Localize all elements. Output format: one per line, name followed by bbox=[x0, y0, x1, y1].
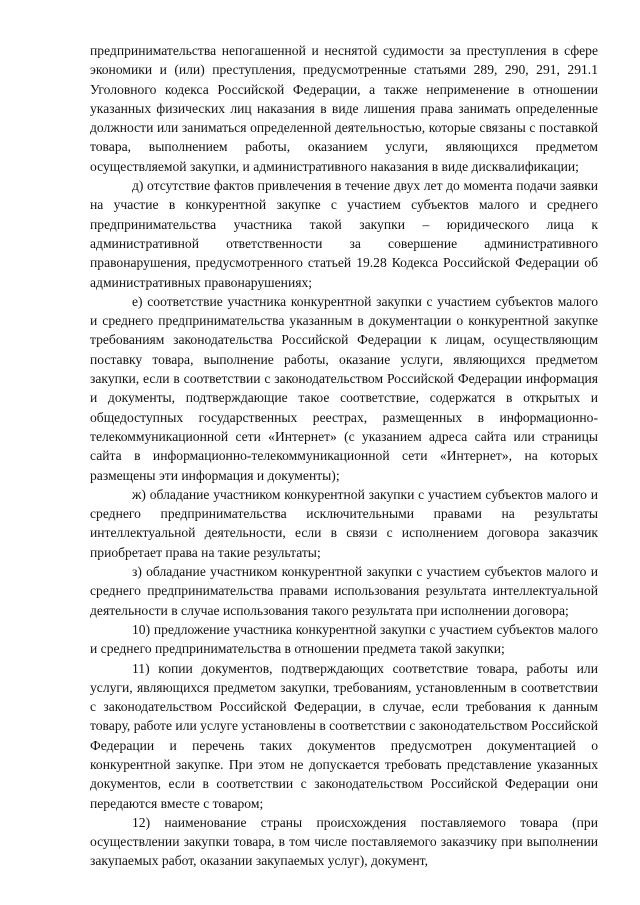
paragraph-item-d: д) отсутствие фактов привлечения в течение двух лет до момента подачи заявки на участие в конкурентной закупке с участием субъектов малого и среднего предпринимательства участника такой закупки – юридического лица к административной ответственности за совершение административного правонарушения, предусмотренного статьей 19.28 Кодекса Российской Федерации об административных правонарушениях; bbox=[90, 178, 598, 290]
paragraph-item-11: 11) копии документов, подтверждающих соответствие товара, работы или услуги, являющихся предметом закупки, требованиям, установленным в соответствии с законодательством Российской Федерации, в случае, если требования к данным товару, работе или услуге установлены в соответствии с законодательством Российской Федерации и перечень таких документов предусмотрен документацией о конкурентной закупке. При этом не допускается требовать представление указанных документов, если в соответствии с законодательством Российской Федерации они передаются вместе с товаром; bbox=[90, 660, 598, 811]
document-body bbox=[90, 41, 598, 871]
paragraph-item-zh: ж) обладание участником конкурентной закупки с участием субъектов малого и среднего предпринимательства исключительными правами на результаты интеллектуальной деятельности, если в связи с исполнением договора заказчик приобретает права на такие результаты; bbox=[90, 486, 598, 560]
paragraph-item-12: 12) наименование страны происхождения поставляемого товара (при осуществлении закупки товара, в том числе поставляемого заказчику при выполнении закупаемых работ, оказании закупаемых услуг), документ, bbox=[90, 814, 598, 869]
paragraph-continuation: предпринимательства непогашенной и неснятой судимости за преступления в сфере экономики и (или) преступления, предусмотренные статьями 289, 290, 291, 291.1 Уголовного кодекса Российской Федерации, а также неприменение в отношении указанных физических лиц наказания в виде лишения права занимать определенные должности или заниматься определенной деятельностью, которые связаны с поставкой товара, выполнением работы, оказанием услуги, являющихся предметом осуществляемой закупки, и административного наказания в виде дисквалификации; bbox=[90, 43, 598, 174]
paragraph-item-e: е) соответствие участника конкурентной закупки с участием субъектов малого и среднего предпринимательства указанным в документации о конкурентной закупке требованиям законодательства Российской Федерации к лицам, осуществляющим поставку товара, выполнение работы, оказание услуги, являющихся предметом закупки, если в соответствии с законодательством Российской Федерации информация и документы, подтверждающие такое соответствие, содержатся в открытых и общедоступных государственных реестрах, размещенных в информационно-телекоммуникационной сети «Интернет» (с указанием адреса сайта или страницы сайта в информационно-телекоммуникационной сети «Интернет», на которых размещены эти информация и документы); bbox=[90, 293, 598, 483]
paragraph-item-10: 10) предложение участника конкурентной закупки с участием субъектов малого и среднего предпринимательства в отношении предмета такой закупки; bbox=[90, 621, 598, 657]
paragraph-item-z: з) обладание участником конкурентной закупки с участием субъектов малого и среднего предпринимательства правами использования результата интеллектуальной деятельности в случае использования такого результата при исполнении договора; bbox=[90, 564, 598, 618]
